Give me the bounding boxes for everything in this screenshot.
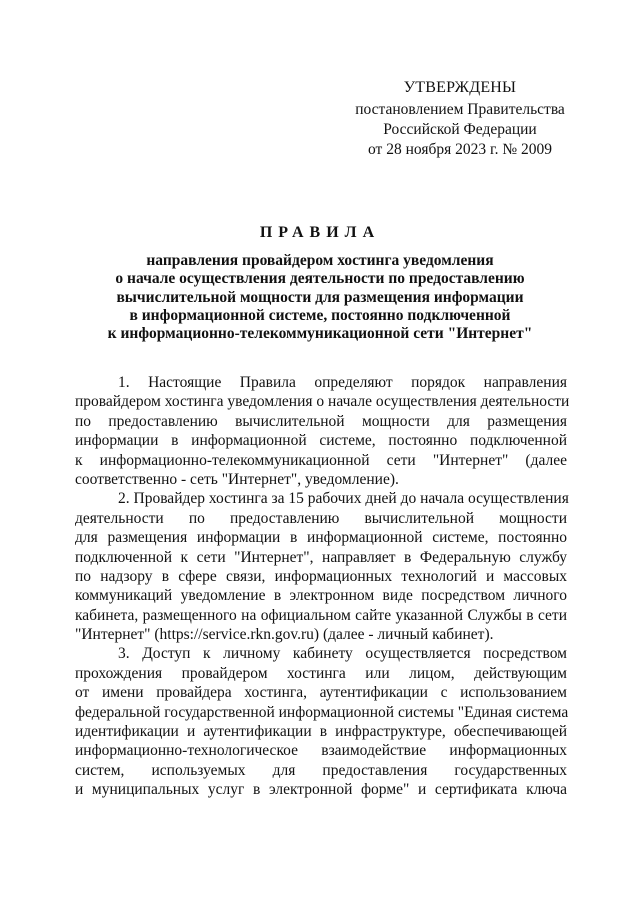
paragraph-1	[75, 373, 570, 489]
approval-stamp	[340, 78, 580, 160]
text-line: для размещения информации в информационной системе, постоянно	[75, 529, 567, 547]
text-line: идентификации и аутентификации в инфраструктуре, обеспечивающей	[75, 723, 567, 741]
subtitle-line: направления провайдером хостинга уведомления	[146, 252, 494, 269]
text-line: 2. Провайдер хостинга за 15 рабочих дней до начала осуществления	[118, 490, 569, 508]
text-line: от имени провайдера хостинга, аутентификации с использованием	[75, 684, 567, 702]
paragraph-3	[75, 644, 567, 799]
approval-line-2: Российской Федерации	[383, 121, 537, 138]
text-line: 3. Доступ к личному кабинету осуществляется посредством	[118, 645, 567, 663]
text-line: подключенной к сети "Интернет", направляет в Федеральную службу	[75, 548, 567, 566]
document-title	[60, 224, 580, 343]
rules-heading: ПРАВИЛА	[259, 224, 381, 241]
text-line: по надзору в сфере связи, информационных технологий и массовых	[75, 567, 567, 585]
text-line: к информационно-телекоммуникационной сети "Интернет" (далее	[75, 451, 567, 469]
text-line: информации в информационной системе, постоянно подключенной	[75, 432, 567, 450]
subtitle-line: в информационной системе, постоянно подключенной	[129, 306, 511, 324]
text-line: коммуникаций уведомление в электронном виде посредством личного	[75, 587, 567, 605]
text-line: федеральной государственной информационной системы "Единая система	[75, 703, 569, 721]
text-line: "Интернет" (https://service.rkn.gov.ru) (далее - личный кабинет).	[75, 626, 494, 644]
document-body	[75, 373, 570, 800]
text-line: 1. Настоящие Правила определяют порядок направления	[118, 374, 567, 391]
text-line: деятельности по предоставлению вычислительной мощности	[75, 509, 567, 527]
text-line: кабинета, размещенного на официальном сайте указанной Службы в сети	[75, 606, 567, 624]
text-line: прохождения провайдером хостинга или лицом, действующим	[75, 664, 567, 682]
text-line: систем, используемых для предоставления государственных	[75, 761, 567, 779]
text-line: и муниципальных услуг в электронной форме" и сертификата ключа	[75, 781, 567, 799]
subtitle-line: к информационно-телекоммуникационной сети "Интернет"	[107, 325, 533, 343]
approval-line-1: постановлением Правительства	[355, 101, 565, 118]
subtitle-line: вычислительной мощности для размещения информации	[116, 288, 524, 306]
subtitle-line: о начале осуществления деятельности по предоставлению	[115, 270, 525, 288]
text-line: информационно-технологическое взаимодействие информационных	[75, 742, 567, 760]
text-line: соответственно - сеть "Интернет", уведомление).	[75, 470, 399, 488]
text-line: провайдером хостинга уведомления о начале осуществления деятельности	[75, 393, 570, 411]
text-line: по предоставлению вычислительной мощности для размещения	[75, 412, 567, 430]
paragraph-2	[75, 489, 567, 644]
approved-heading: УТВЕРЖДЕНЫ	[403, 79, 517, 96]
approval-line-3: от 28 ноября 2023 г. № 2009	[368, 141, 552, 158]
